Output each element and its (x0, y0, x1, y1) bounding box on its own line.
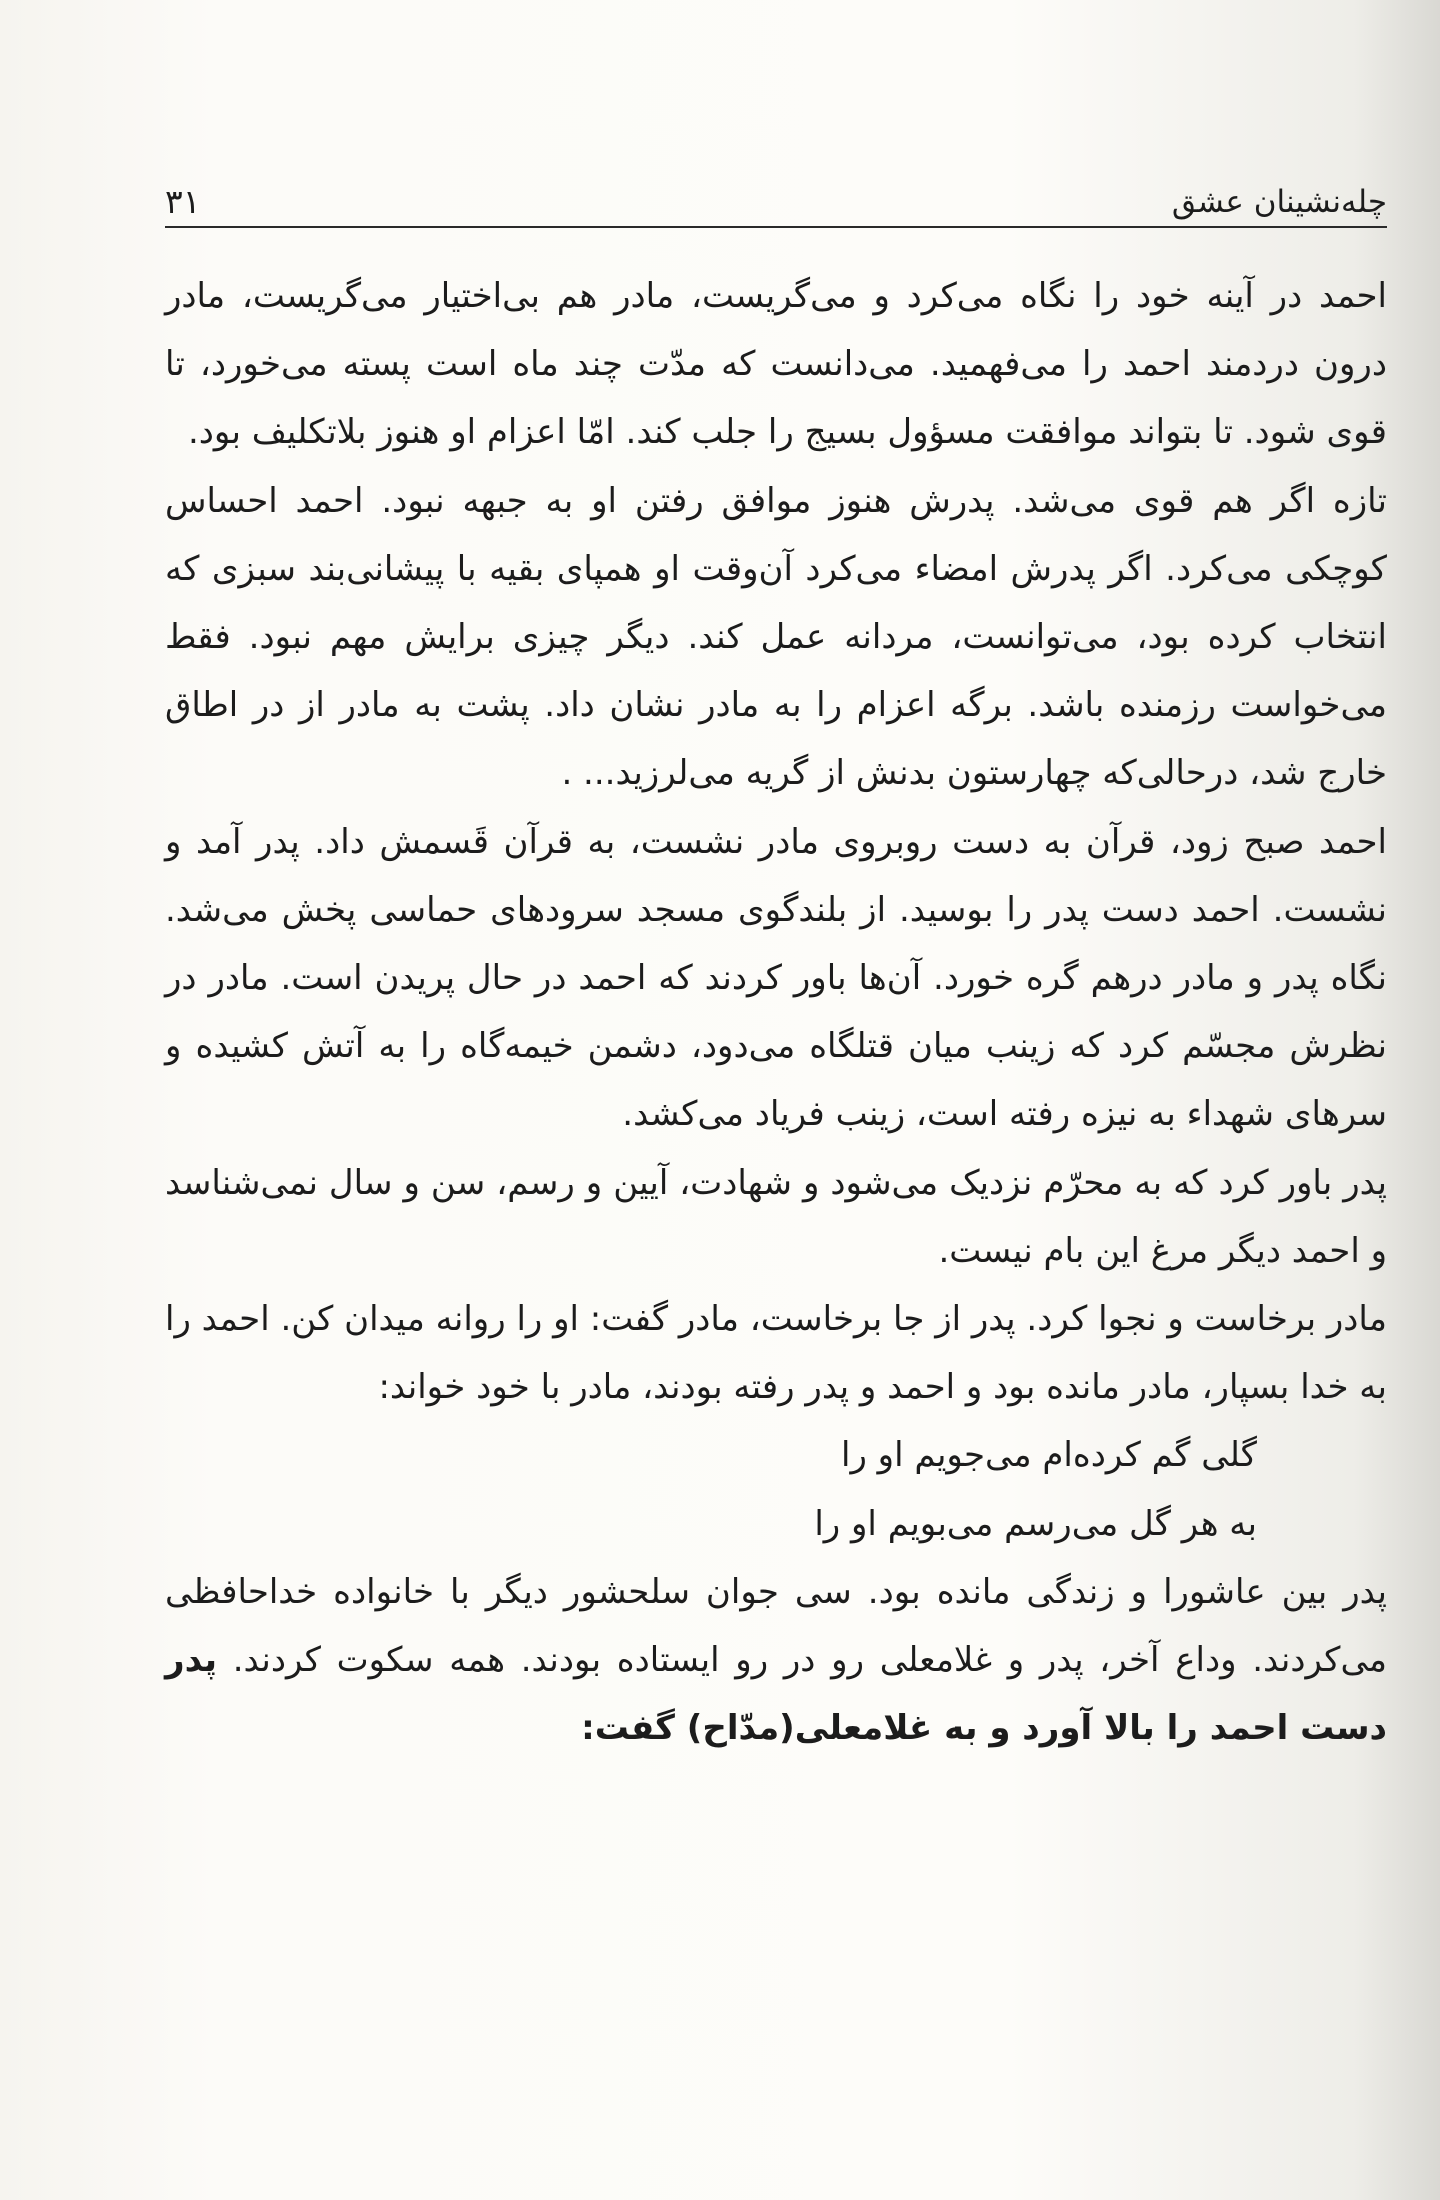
paragraph-3: احمد صبح زود، قرآن به دست روبروی مادر نشست، به قرآن قَسمش داد. پدر آمد و نشست. احمد دست پدر را بوسید. از بلندگوی مسجد سرودهای حماسی پخش می‌شد. نگاه پدر و مادر درهم گره خورد. آن‌ها باور کردند که احمد در حال پریدن است. مادر در نظرش مجسّم کرد که زینب میان قتلگاه می‌دود، دشمن خیمه‌گاه را به آتش کشیده و سرهای شهداء به نیزه رفته است، زینب فریاد می‌کشد. (165, 821, 1387, 1135)
paragraph-6 (165, 1558, 1387, 1763)
verse-line-1: گلی گم کرده‌ام می‌جویم او را (841, 1435, 1257, 1476)
page-header (165, 168, 1387, 228)
paragraph-1: احمد در آینه خود را نگاه می‌کرد و می‌گریست، مادر هم بی‌اختیار می‌گریست، مادر درون دردمند احمد را می‌فهمید. می‌دانست که مدّت چند ماه است پسته می‌خورد، تا قوی شود. تا بتواند موافقت مسؤول بسیج را جلب کند. امّا اعزام او هنوز بلاتکلیف بود. (165, 276, 1387, 453)
page-number: ۳۱ (165, 182, 201, 221)
paragraph-5: مادر برخاست و نجوا کرد. پدر از جا برخاست، مادر گفت: او را روانه میدان کن. احمد را به خدا بسپار، مادر مانده بود و احمد و پدر رفته بودند، مادر با خود خواند: (165, 1299, 1387, 1408)
running-title: چله‌نشینان عشق (1171, 184, 1387, 220)
paragraph-2: تازه اگر هم قوی می‌شد. پدرش هنوز موافق رفتن او به جبهه نبود. احمد احساس کوچکی می‌کرد. اگر پدرش امضاء می‌کرد آن‌وقت او همپای بقیه با پیشانی‌بند سبزی که انتخاب کرده بود، می‌توانست، مردانه عمل کند. دیگر چیزی برایش مهم نبود. فقط می‌خواست رزمنده باشد. برگه اعزام را به مادر نشان داد. پشت به مادر از در اطاق خارج شد، درحالی‌که چهارستون بدنش از گریه می‌لرزید... . (165, 480, 1387, 794)
paragraph-4: پدر باور کرد که به محرّم نزدیک می‌شود و شهادت، آیین و رسم، سن و سال نمی‌شناسد و احمد دیگر مرغ این بام نیست. (165, 1162, 1387, 1271)
paragraph-6-text: پدر بین عاشورا و زندگی مانده بود. سی جوان سلحشور دیگر با خانواده خداحافظی می‌کردند. وداع آخر، پدر و غلامعلی رو در رو ایستاده بودند. همه سکوت کردند. (165, 1571, 1388, 1681)
verse-line-2: به هر گل می‌رسم می‌بویم او را (814, 1503, 1257, 1544)
paragraph-6-bold-text: پدر دست احمد را بالا آورد و به غلامعلی(مدّاح) گفت: (165, 1640, 1387, 1749)
page-body (165, 262, 1387, 1762)
